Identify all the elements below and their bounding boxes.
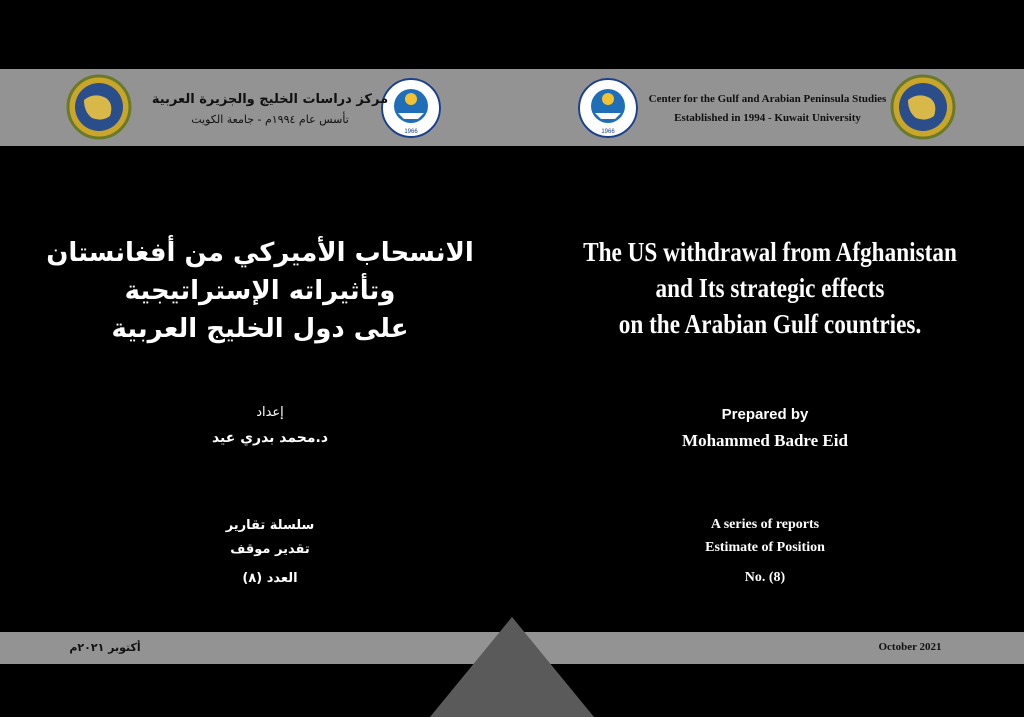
issue-number-en: No. (8)	[744, 570, 786, 585]
date-en: October 2021	[878, 641, 942, 653]
center-established-en: Established in 1994 - Kuwait University	[674, 112, 861, 124]
series-en-line2: Estimate of Position	[705, 540, 825, 555]
center-established-ar: تأسس عام ١٩٩٤م - جامعة الكويت	[191, 113, 349, 126]
arabic-title-line3: على دول الخليج العربية	[111, 314, 409, 344]
date-ar: أكتوبر ٢٠٢١م	[69, 641, 141, 654]
center-name-ar-line1: مركز دراسات الخليج والجزيرة العربية	[151, 92, 389, 107]
gcc-emblem-left	[66, 74, 132, 140]
english-title-line1: The US withdrawal from Afghanistan	[583, 237, 957, 267]
prepared-by-en: Prepared by	[721, 406, 809, 423]
prepared-by-ar: إعداد	[256, 405, 284, 420]
english-title-line3: on the Arabian Gulf countries.	[618, 309, 922, 339]
center-name-en-line1: Center for the Gulf and Arabian Peninsula Studies	[648, 93, 887, 105]
english-title-line2: and Its strategic effects	[655, 273, 885, 303]
arabic-title-line2: وتأثيراته الإستراتيجية	[124, 276, 396, 306]
seal-year-right: 1966	[601, 129, 615, 135]
author-en: Mohammed Badre Eid	[682, 431, 848, 450]
series-ar-line1: سلسلة تقارير	[225, 518, 315, 533]
series-en-line1: A series of reports	[710, 517, 820, 532]
arabic-title-line1: الانسحاب الأميركي من أفغانستان	[46, 238, 474, 268]
series-en	[620, 513, 910, 559]
seal-year-left: 1966	[404, 129, 418, 135]
author-ar: د.محمد بدري عيد	[211, 430, 329, 446]
series-ar	[150, 514, 390, 562]
gcc-emblem-right	[890, 74, 956, 140]
series-ar-line2: تقدير موقف	[230, 542, 310, 557]
arabic-title	[20, 234, 500, 348]
english-title	[572, 234, 968, 342]
issue-number-ar: العدد (٨)	[242, 571, 298, 586]
center-name-arabic	[150, 90, 390, 130]
kuwait-university-seal-right	[577, 77, 639, 139]
center-name-english	[640, 90, 895, 128]
